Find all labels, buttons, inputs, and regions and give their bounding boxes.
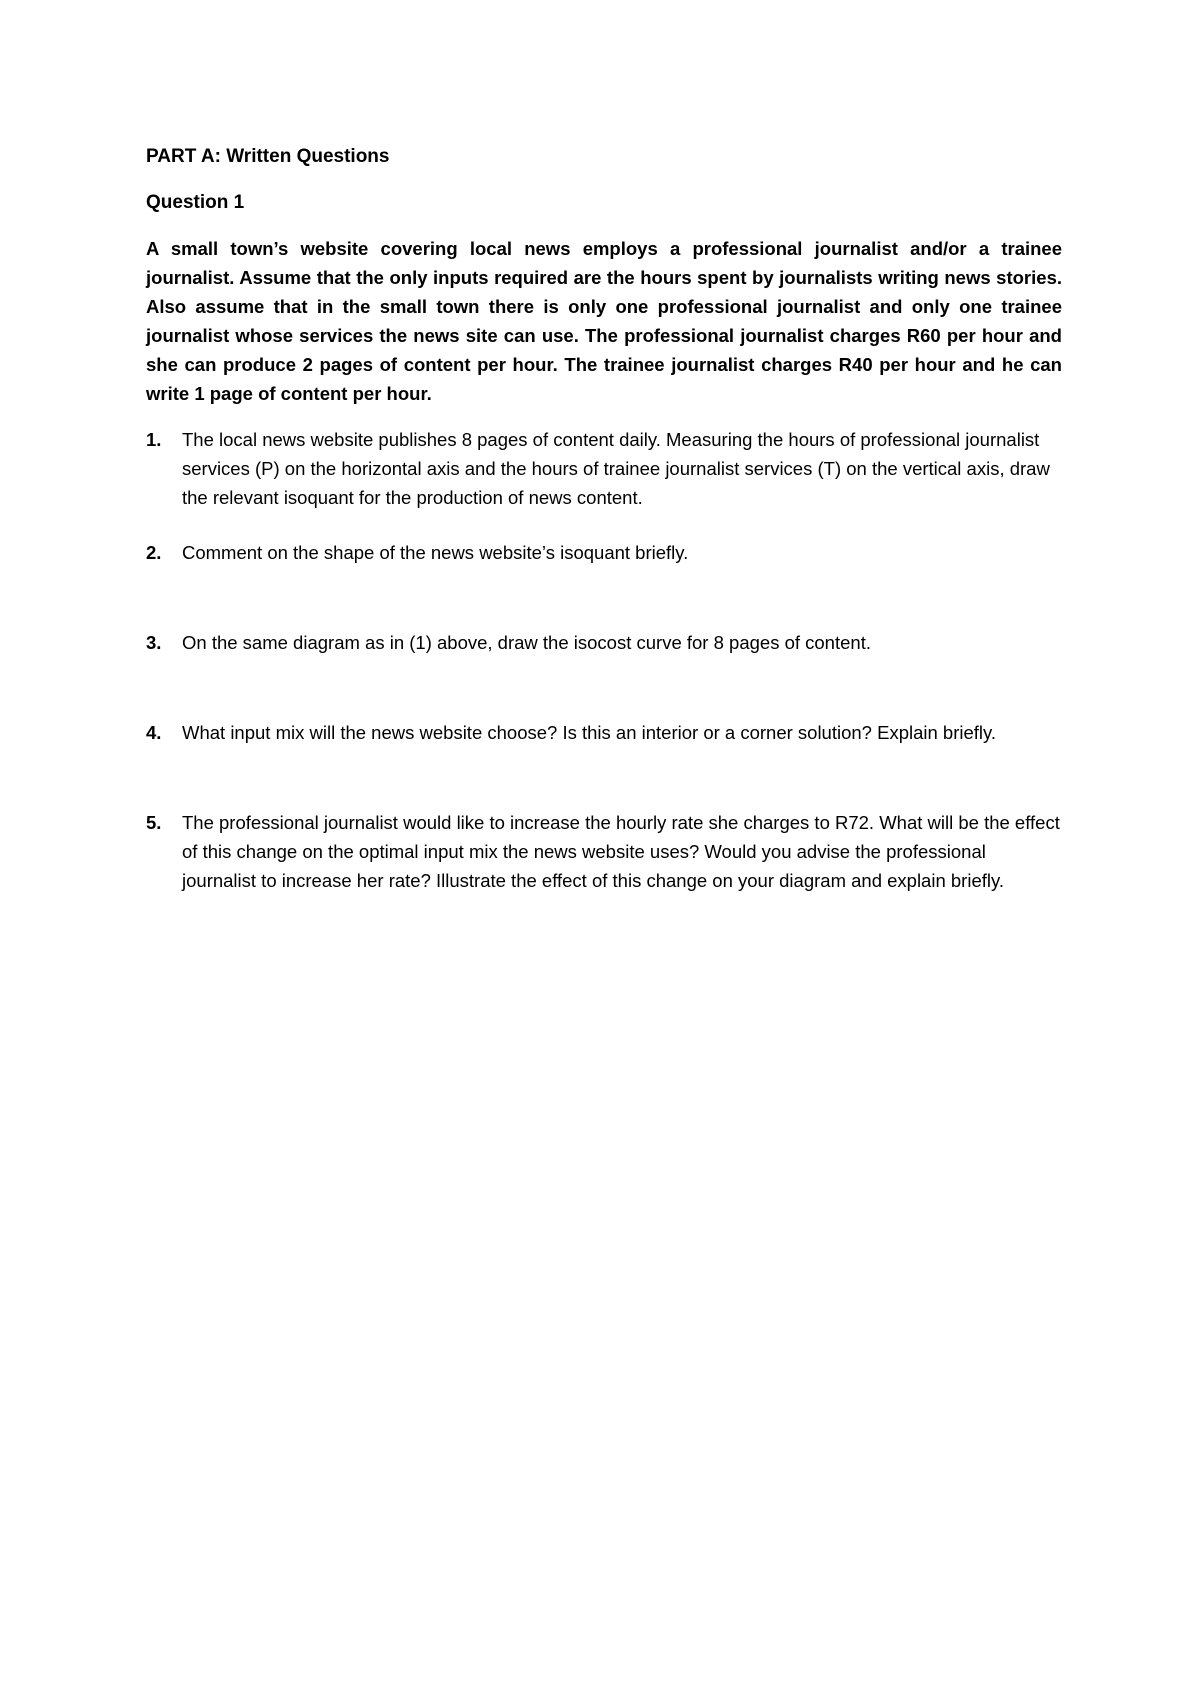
question-text: The professional journalist would like to increase the hourly rate she charges to R72. What will be the effect of this change on the optimal input mix the news website uses? Would you advise the professional journalist to increase her rate? Illustrate the effect of this change on your diagram and explain briefly. <box>182 812 1060 891</box>
question-list <box>146 425 1062 895</box>
question-number: 5. <box>146 812 162 833</box>
question-title: Question 1 <box>146 192 245 213</box>
question-text: Comment on the shape of the news website’s isoquant briefly. <box>182 542 689 563</box>
question-number: 2. <box>146 542 162 563</box>
document-content <box>146 145 1062 895</box>
question-text: The local news website publishes 8 pages of content daily. Measuring the hours of professional journalist services (P) on the horizontal axis and the hours of trainee journalist services (T) on the vertical axis, draw the relevant isoquant for the production of news content. <box>182 429 1050 508</box>
list-item <box>146 718 1062 747</box>
question-number: 4. <box>146 722 162 743</box>
question-text: On the same diagram as in (1) above, draw the isocost curve for 8 pages of content. <box>182 632 871 653</box>
question-number: 1. <box>146 429 162 450</box>
section-title: PART A: Written Questions <box>146 146 390 167</box>
question-number: 3. <box>146 632 162 653</box>
list-item <box>146 808 1062 895</box>
list-item <box>146 538 1062 567</box>
question-intro: A small town’s website covering local news employs a professional journalist and/or a trainee journalist. Assume that the only inputs required are the hours spent by journalists writing news stories. Also assume that in the small town there is only one professional journalist and only one trainee journalist whose services the news site can use. The professional journalist charges R60 per hour and she can produce 2 pages of content per hour. The trainee journalist charges R40 per hour and he can write 1 page of content per hour. <box>146 238 1062 404</box>
question-text: What input mix will the news website choose? Is this an interior or a corner solution? Explain briefly. <box>182 722 997 743</box>
list-item <box>146 628 1062 657</box>
list-item <box>146 425 1062 512</box>
